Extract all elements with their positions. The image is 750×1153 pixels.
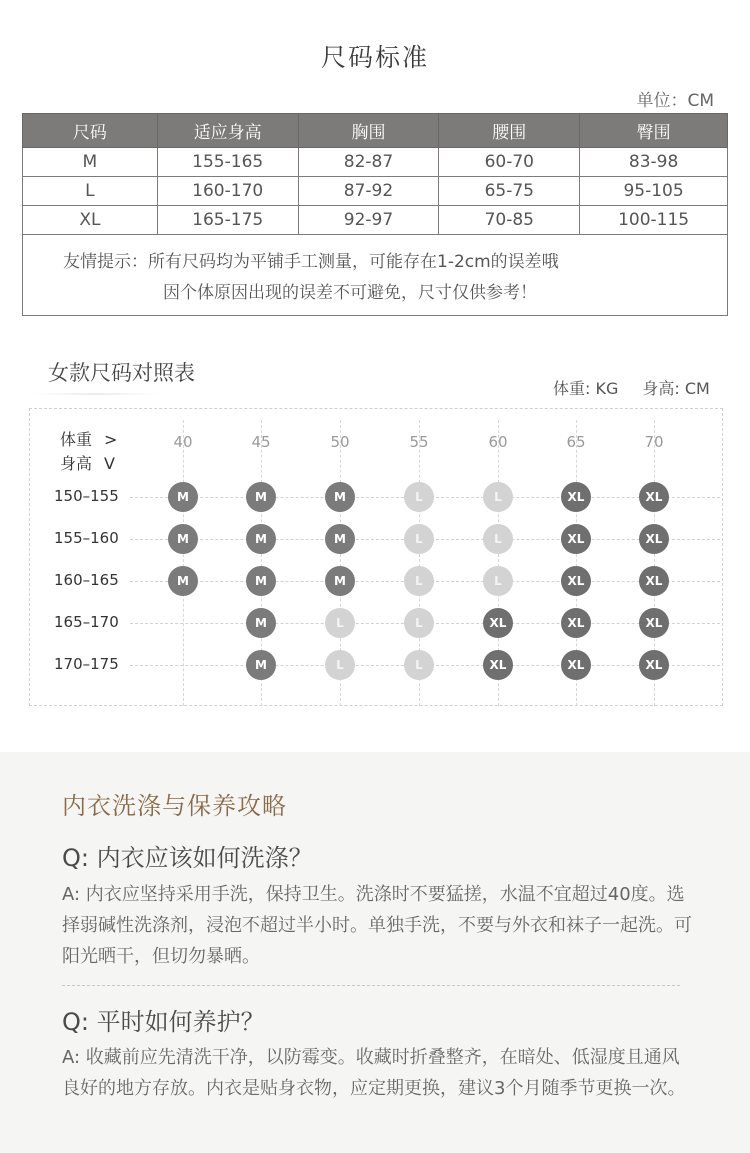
height-row-label: 170–175 (54, 655, 119, 673)
weight-unit: 体重: KG (553, 379, 619, 398)
question-1: Q: 内衣应该如何洗涤？ (62, 844, 313, 872)
size-dot: L (483, 524, 513, 554)
header-waist: 腰围 (439, 114, 580, 148)
size-dot: M (325, 482, 355, 512)
size-dot: L (483, 482, 513, 512)
header-hip: 臀围 (580, 114, 728, 148)
weight-tick-label: 40 (173, 433, 193, 451)
table-row (23, 177, 728, 206)
down-arrow-icon: V (104, 454, 115, 473)
height-unit: 身高: CM (642, 379, 710, 398)
size-dot: XL (561, 608, 591, 638)
note-line-2: 因个体原因出现的误差不可避免，尺寸仅供参考！ (163, 283, 537, 303)
size-dot: XL (483, 650, 513, 680)
size-dot: XL (639, 524, 669, 554)
table-cell: 165-175 (157, 206, 298, 235)
weight-header (60, 427, 117, 450)
weight-tick-label: 50 (330, 433, 350, 451)
size-dot: M (168, 566, 198, 596)
size-dot: XL (639, 608, 669, 638)
size-dot: XL (639, 650, 669, 680)
right-arrow-icon: > (104, 430, 118, 449)
height-row-label: 150–155 (54, 487, 119, 505)
note-row (23, 235, 728, 316)
size-table (22, 113, 728, 316)
size-dot: M (168, 482, 198, 512)
weight-tick-label: 65 (566, 433, 586, 451)
question-2: Q: 平时如何养护？ (62, 1008, 265, 1036)
size-dot: M (325, 566, 355, 596)
size-dot: M (325, 524, 355, 554)
women-chart-title: 女款尺码对照表 (48, 361, 195, 385)
table-cell: 60-70 (439, 148, 580, 177)
size-dot: M (246, 650, 276, 680)
table-cell: L (23, 177, 158, 206)
table-cell: 160-170 (157, 177, 298, 206)
size-dot: L (404, 482, 434, 512)
height-header (60, 451, 115, 474)
height-row-label: 165–170 (54, 613, 119, 631)
size-dot: XL (561, 650, 591, 680)
divider (62, 985, 680, 986)
note-line-1: 友情提示：所有尺码均为平铺手工测量，可能存在1-2cm的误差哦 (63, 252, 559, 272)
table-cell: 70-85 (439, 206, 580, 235)
grid-vline (183, 420, 184, 706)
size-dot: M (168, 524, 198, 554)
table-cell: 95-105 (580, 177, 728, 206)
size-dot: L (404, 566, 434, 596)
height-row-label: 155–160 (54, 529, 119, 547)
weight-header-label: 体重 (60, 430, 93, 449)
table-cell: 87-92 (298, 177, 439, 206)
header-height: 适应身高 (157, 114, 298, 148)
weight-tick-label: 45 (251, 433, 271, 451)
answer-2: A: 收藏前应先清洗干净，以防霉变。收藏时折叠整齐，在暗处、低湿度且通风良好的地方存放。内衣是贴身衣物，应定期更换，建议3个月随季节更换一次。 (62, 1047, 686, 1099)
unit-label: 单位：CM (636, 91, 714, 111)
size-standard-title: 尺码标准 (320, 43, 429, 72)
size-dot: M (246, 566, 276, 596)
size-dot: M (246, 608, 276, 638)
table-cell: 155-165 (157, 148, 298, 177)
size-dot: L (325, 608, 355, 638)
size-dot: L (404, 524, 434, 554)
table-cell: 92-97 (298, 206, 439, 235)
size-dot: XL (561, 524, 591, 554)
weight-tick-label: 70 (644, 433, 664, 451)
size-dot: M (246, 482, 276, 512)
table-row (23, 206, 728, 235)
size-dot: XL (561, 566, 591, 596)
note-cell (23, 235, 728, 316)
header-bust: 胸围 (298, 114, 439, 148)
height-row-label: 160–165 (54, 571, 119, 589)
table-cell: 65-75 (439, 177, 580, 206)
chart-units (553, 376, 710, 399)
weight-tick-label: 55 (409, 433, 429, 451)
size-dot: M (246, 524, 276, 554)
size-table-header (23, 114, 728, 148)
table-cell: 100-115 (580, 206, 728, 235)
size-dot: XL (561, 482, 591, 512)
size-dot: L (325, 650, 355, 680)
table-cell: 83-98 (580, 148, 728, 177)
size-dot: L (404, 650, 434, 680)
weight-tick-label: 60 (488, 433, 508, 451)
size-dot: XL (639, 482, 669, 512)
size-dot: L (483, 566, 513, 596)
height-header-label: 身高 (60, 454, 93, 473)
header-size: 尺码 (23, 114, 158, 148)
table-cell: XL (23, 206, 158, 235)
size-dot: L (404, 608, 434, 638)
answer-1: A: 内衣应坚持采用手洗，保持卫生。洗涤时不要猛搓，水温不宜超过40度。选择弱碱性洗涤剂，浸泡不超过半小时。单独手洗，不要与外衣和袜子一起洗。可阳光晒干，但切勿暴晒。 (62, 884, 692, 967)
title-underline (32, 393, 160, 395)
table-cell: 82-87 (298, 148, 439, 177)
size-dot: XL (639, 566, 669, 596)
table-cell: M (23, 148, 158, 177)
table-row (23, 148, 728, 177)
care-title: 内衣洗涤与保养攻略 (62, 792, 287, 820)
size-dot: XL (483, 608, 513, 638)
size-grid-frame (29, 408, 723, 706)
